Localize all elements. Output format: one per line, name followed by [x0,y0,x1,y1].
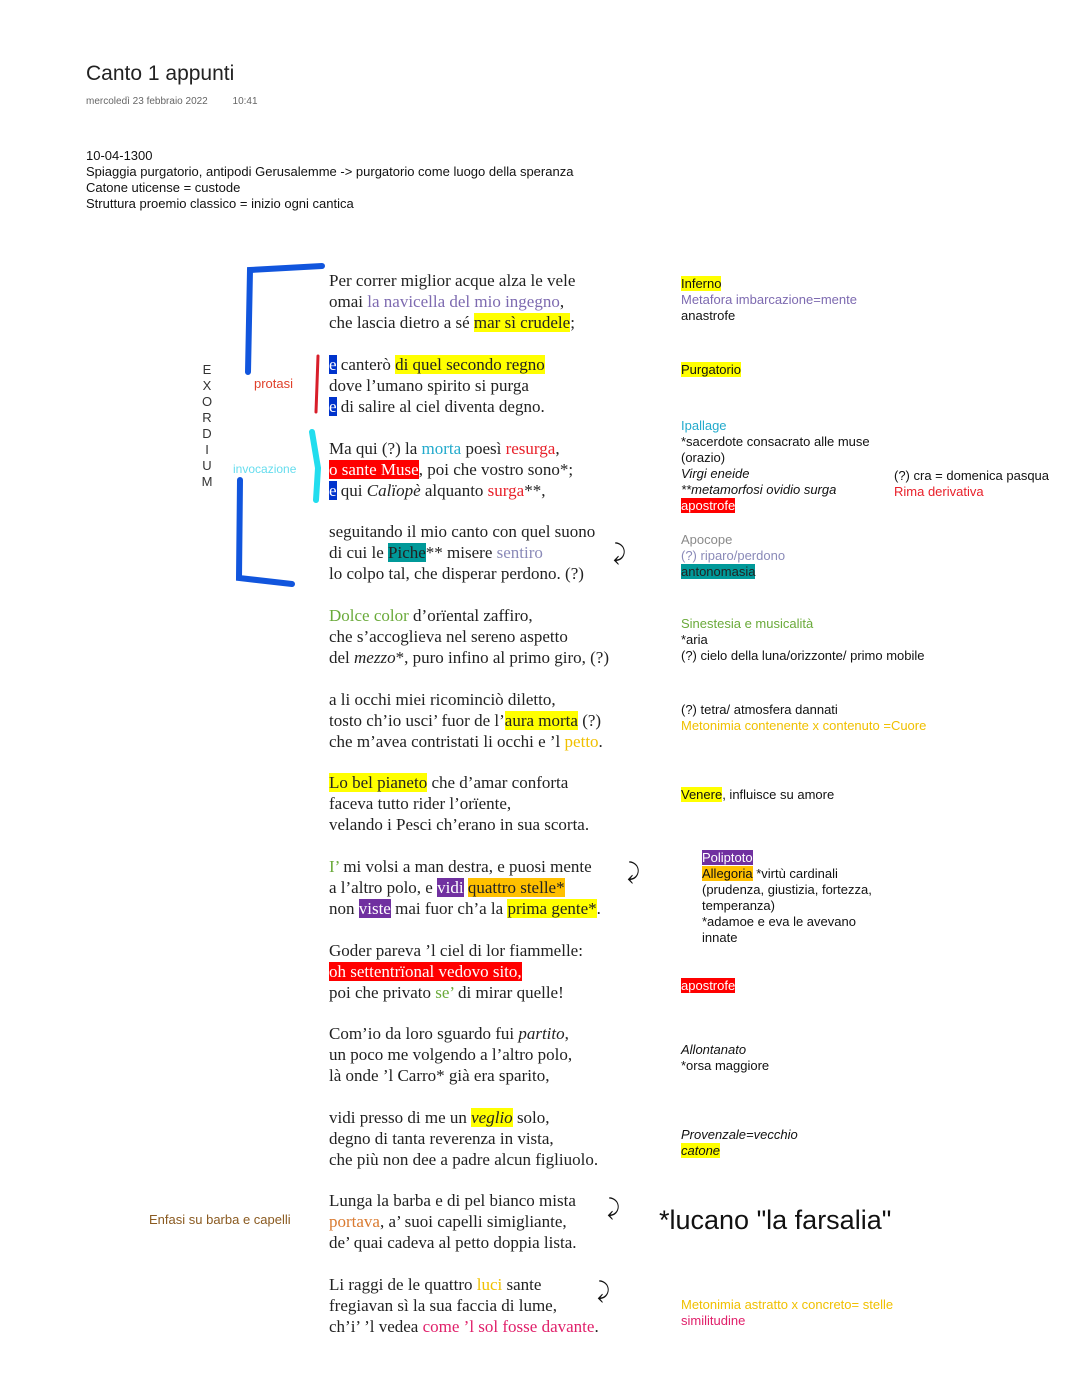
stanza-13: Li raggi de le quattro luci sante fregiavan sì la sua faccia di lume, ch’i’ ’l vedea come ’l sol fosse davante. [329,1275,599,1336]
exordium-label: E X O R D I U M [201,362,213,489]
annotation-stanza-4: Apocope (?) riparo/perdono antonomasia [681,532,786,579]
annotation-stanza-11: Provenzale=vecchio catone [681,1127,798,1158]
stanza-5: Dolce color d’orïental zaffiro, che s’accoglieva nel sereno aspetto del mezzo*, puro infino al primo giro, (?) [329,606,609,667]
page-time: 10:41 [232,96,258,107]
curved-arrow-icon: ⤸ [627,860,641,885]
annotation-stanza-12: *lucano "la farsalia" [659,1205,892,1235]
annotation-cra: (?) cra = domenica pasqua Rima derivativa [894,468,1050,499]
curved-arrow-icon: ⤸ [613,541,627,566]
annotation-stanza-9: apostrofe [681,978,736,993]
exordium-bracket-bottom [239,480,292,584]
invocazione-label: invocazione [233,462,297,476]
annotation-stanza-6: (?) tetra/ atmosfera dannati Metonimia contenente x contenuto =Cuore [681,702,927,733]
annotation-stanza-13: Metonimia astratto x concreto= stelle similitudine [681,1297,894,1328]
curved-arrow-icon: ⤸ [597,1279,611,1304]
annotation-stanza-3: Ipallage *sacerdote consacrato alle muse (orazio) Virgi eneide **metamorfosi ovidio surga apostrofe [681,418,870,513]
stanza-7: Lo bel pianeto che d’amar conforta faceva tutto rider l’orïente, velando i Pesci ch’erano in sua scorta. [329,773,590,834]
annotation-stanza-10: Allontanato *orsa maggiore [681,1042,770,1073]
page-date: mercoledì 23 febbraio 2022 [86,96,208,107]
note-line: Spiaggia purgatorio, antipodi Gerusalemme -> purgatorio come luogo della speranza [86,164,574,179]
note-line: Struttura proemio classico = inizio ogni cantica [86,196,354,211]
curved-arrow-icon: ⤸ [607,1196,621,1221]
stanza-2: e canterò di quel secondo regno dove l’umano spirito si purga e di salire al ciel diventa degno. [329,355,545,416]
note-line: 10-04-1300 [86,148,153,163]
stanza-9: Goder pareva ’l ciel di lor fiammelle: oh settentrïonal vedovo sito, poi che privato se’ di mirar quelle! [329,941,583,1002]
stanza-1: Per correr miglior acque alza le vele omai la navicella del mio ingegno, che lascia dietro a sé mar sì crudele; [329,271,576,332]
invocazione-bracket [312,432,318,500]
stanza-12: Lunga la barba e di pel bianco mista portava, a’ suoi capelli simigliante, de’ quai cadeva al petto doppia lista. [329,1191,577,1252]
protasi-bracket [316,356,318,412]
stanza-6: a li occhi miei ricominciò diletto, tosto ch’io usci’ fuor de l’aura morta (?) che m’avea contristati li occhi e ’l petto. [329,690,603,751]
note-line: Catone uticense = custode [86,180,241,195]
annotation-stanza-1: Inferno Metafora imbarcazione=mente anastrofe [681,276,857,323]
enfasi-label: Enfasi su barba e capelli [149,1212,291,1227]
stanza-4: seguitando il mio canto con quel suono di cui le Piche** misere sentiro lo colpo tal, che disperar perdono. (?) [329,522,596,583]
annotation-stanza-7: Venere, influisce su amore [681,787,835,802]
stanza-10: Com’io da loro sguardo fui partito, un poco me volgendo a l’altro polo, là onde ’l Carro* già era sparito, [329,1024,573,1085]
stanza-3: Ma qui (?) la morta poesì resurga, o sante Muse, poi che vostro sono*; e qui Calïopè alquanto surga**, [329,439,574,500]
annotation-stanza-8: Poliptoto Allegoria *virtù cardinali (prudenza, giustizia, fortezza, temperanza) *adamoe e eva le avevano innate [702,850,872,945]
page-title: Canto 1 appunti [86,62,235,85]
annotation-stanza-5: Sinestesia e musicalità *aria (?) cielo della luna/orizzonte/ primo mobile [681,616,925,663]
stanza-8: I’ mi volsi a man destra, e puosi mente a l’altro polo, e vidi quattro stelle* non viste mai fuor ch’a la prima gente*. [329,857,601,918]
protasi-label: protasi [254,376,294,391]
annotation-stanza-2: Purgatorio [681,362,741,377]
stanza-11: vidi presso di me un veglio solo, degno di tanta reverenza in vista, che più non dee a padre alcun figliuolo. [329,1108,599,1169]
exordium-bracket-top [248,266,322,372]
